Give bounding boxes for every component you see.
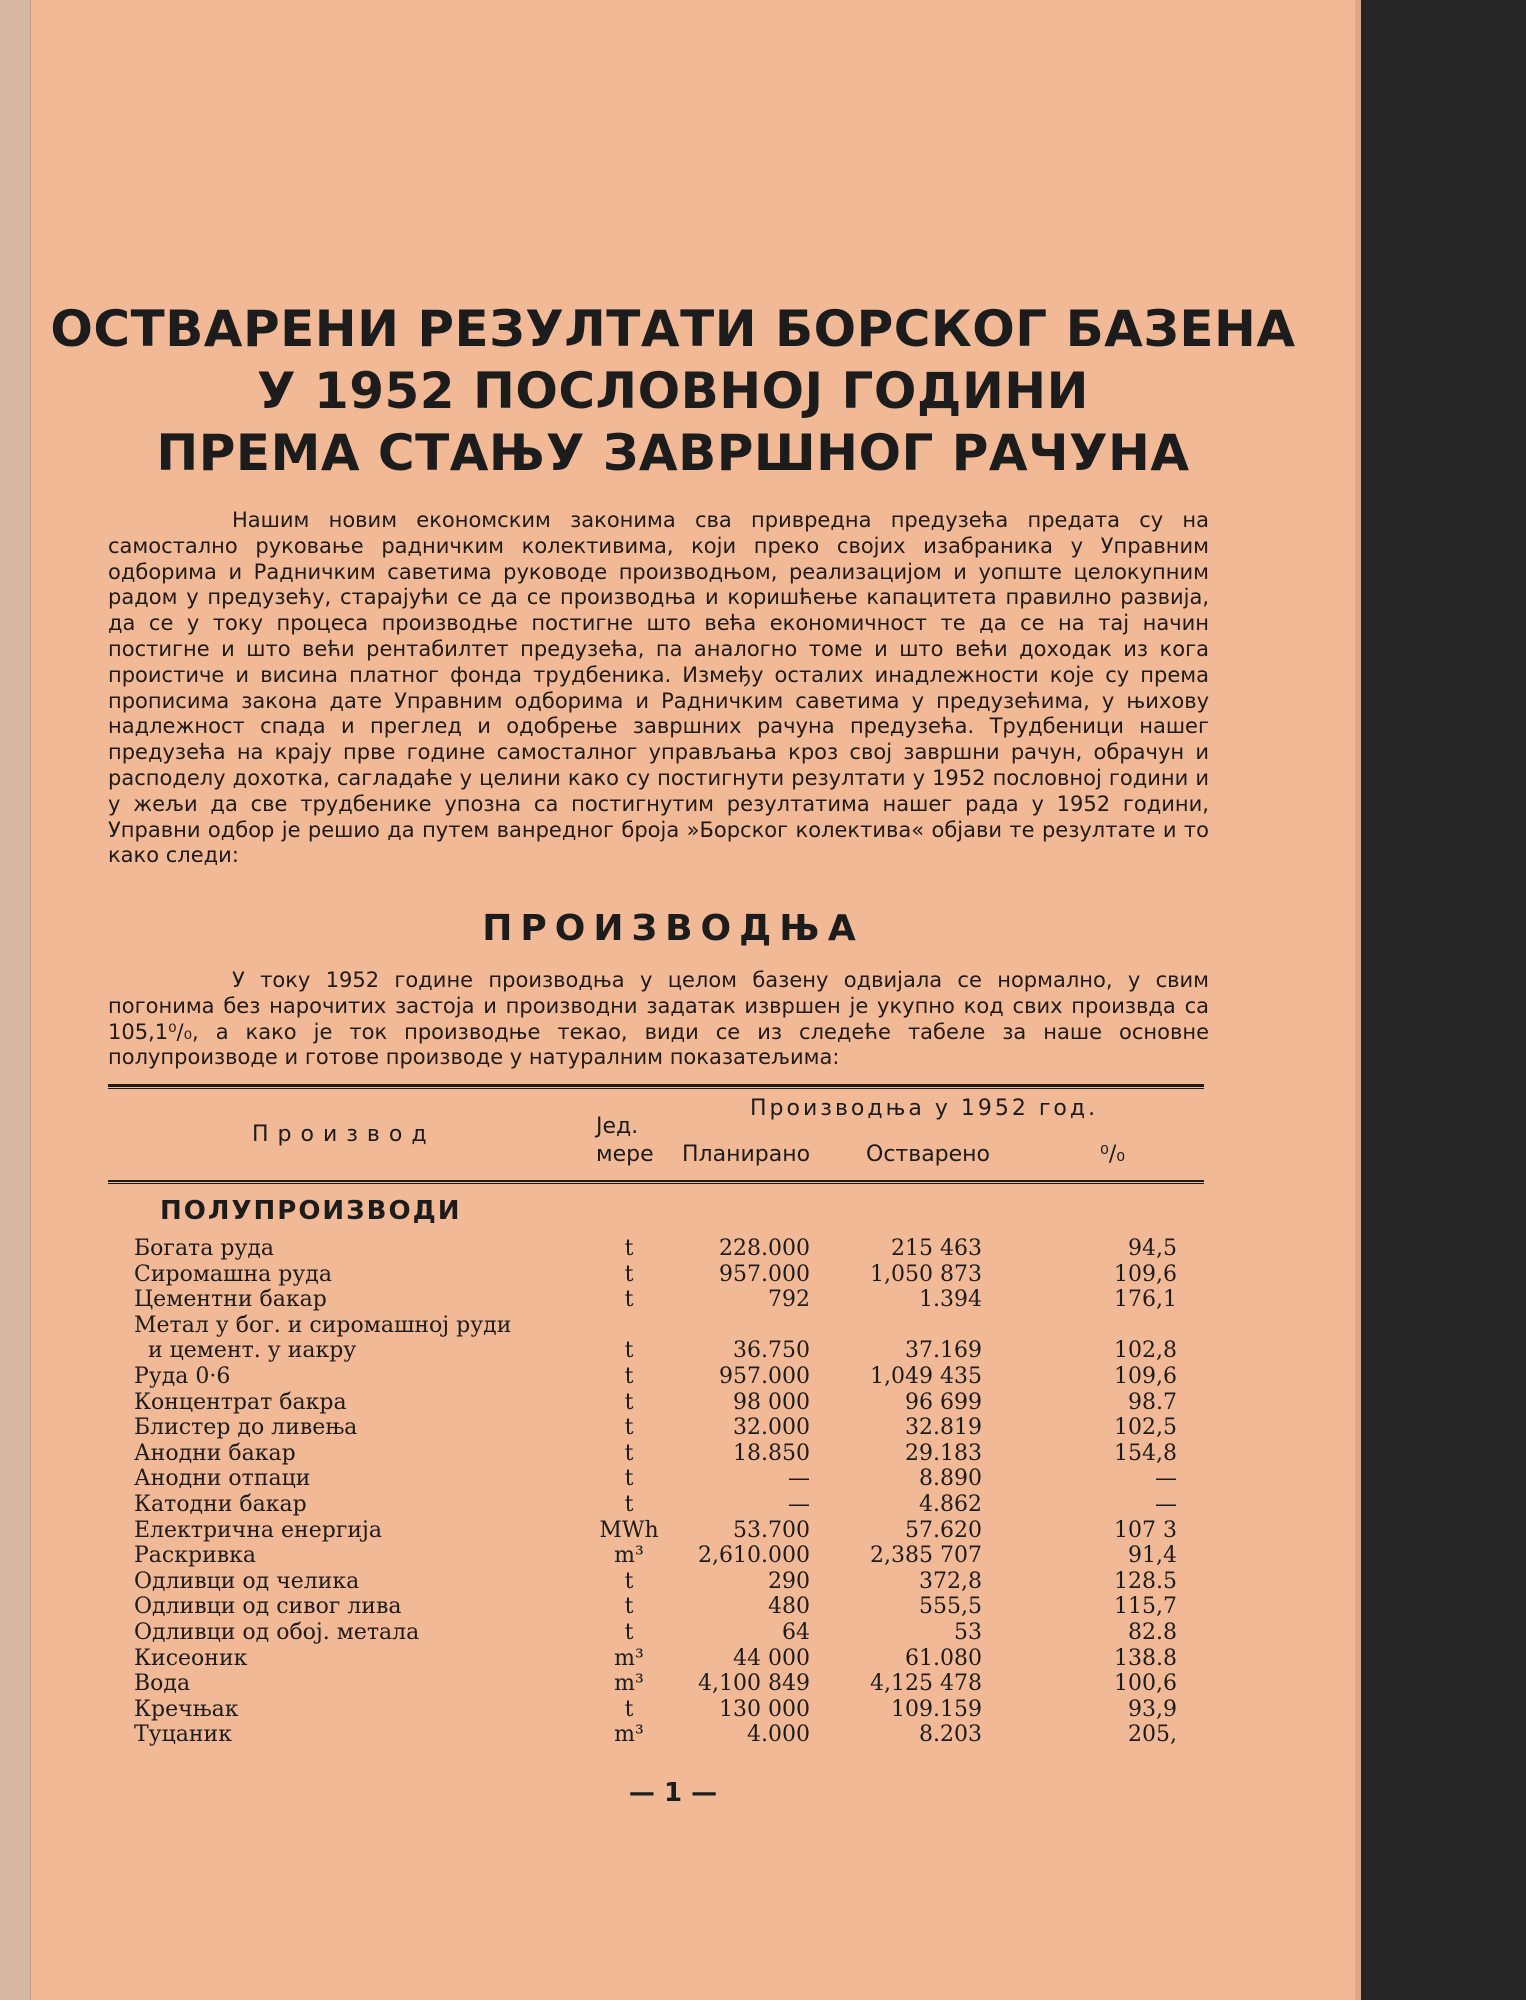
row-realized: 32.819 bbox=[905, 1415, 982, 1441]
header-realized: Остварено bbox=[866, 1142, 991, 1167]
row-percent: 94,5 bbox=[1128, 1236, 1177, 1261]
row-name: Раскривка bbox=[134, 1543, 256, 1569]
row-percent: 205, bbox=[1128, 1722, 1177, 1748]
row-unit: MWh bbox=[599, 1517, 659, 1543]
row-unit: t bbox=[624, 1364, 634, 1389]
table-row bbox=[0, 1543, 1360, 1569]
row-percent: 93,9 bbox=[1128, 1696, 1177, 1722]
row-planned: — bbox=[788, 1466, 810, 1492]
row-name: Метал у бог. и сиромашној руди bbox=[134, 1312, 512, 1338]
row-percent: 107 3 bbox=[1114, 1517, 1177, 1543]
row-name: Блистер до ливења bbox=[134, 1415, 358, 1441]
row-planned: 36.750 bbox=[733, 1338, 810, 1364]
table-row bbox=[0, 1620, 1360, 1646]
row-name: Одливци од обој. метала bbox=[134, 1620, 420, 1645]
table-row bbox=[0, 1441, 1360, 1467]
row-realized: 2,385 707 bbox=[870, 1543, 982, 1569]
row-unit: t bbox=[624, 1415, 634, 1441]
row-unit: t bbox=[624, 1620, 634, 1645]
production-paragraph: У току 1952 године производња у целом базену одвијала се нормално, у свим погонима без нарочитих застоја и производни задатак извршен је укупно код свих произвда са 105,1⁰/₀, а како је ток производње текао, види се из следеће табеле за наше основне полупроизводе и готове производе у натуралним показатељима: bbox=[108, 968, 1209, 1070]
row-planned: — bbox=[788, 1492, 810, 1517]
row-percent: 91,4 bbox=[1128, 1543, 1177, 1569]
title-line-2: У 1952 ПОСЛОВНОЈ ГОДИНИ bbox=[256, 362, 1089, 420]
row-name: и цемент. у иакру bbox=[134, 1338, 357, 1364]
row-name: Кисеоник bbox=[134, 1645, 248, 1671]
row-planned: 480 bbox=[768, 1594, 810, 1620]
row-planned: 228.000 bbox=[719, 1236, 810, 1261]
row-unit: m³ bbox=[614, 1645, 644, 1671]
table-top-rule-thin bbox=[108, 1088, 1204, 1089]
row-unit: t bbox=[624, 1287, 634, 1313]
row-name: Одливци од челика bbox=[134, 1568, 360, 1594]
row-percent: 102,5 bbox=[1114, 1415, 1177, 1441]
row-realized: 4,125 478 bbox=[870, 1671, 982, 1697]
row-percent: 128.5 bbox=[1114, 1568, 1177, 1594]
group-heading-semi-products: ПОЛУПРОИЗВОДИ bbox=[160, 1196, 462, 1226]
row-realized: 57.620 bbox=[905, 1517, 982, 1543]
row-unit: m³ bbox=[614, 1543, 644, 1569]
header-planned: Планирано bbox=[682, 1142, 811, 1167]
header-percent: ⁰/₀ bbox=[1100, 1142, 1126, 1167]
row-planned: 44 000 bbox=[733, 1645, 810, 1671]
title-line-1: ОСТВАРЕНИ РЕЗУЛТАТИ БОРСКОГ БАЗЕНА bbox=[50, 300, 1296, 358]
row-percent: — bbox=[1155, 1492, 1177, 1517]
table-row bbox=[0, 1569, 1360, 1595]
row-realized: 53 bbox=[954, 1620, 982, 1645]
row-realized: 1.394 bbox=[919, 1287, 982, 1313]
row-realized: 215 463 bbox=[891, 1236, 982, 1261]
row-unit: t bbox=[624, 1236, 634, 1261]
row-unit: t bbox=[624, 1261, 634, 1287]
intro-paragraph: Нашим новим економским законима сва привредна предузећа предата су на самостално руковање радничким колективима, који преко својих изабраника у Управним одборима и Радничким саветима руководе производњом, реализацијом и уопште целокупним радом у предузећу, старајући се да се производња и коришћење капацитета правилно развија, да се у току процеса производње постигне што већа економичност те да се на тај начин постигне и што већи рентабилтет предузећа, па аналогно томе и што већи доходак из кога проистиче и висина платног фонда трудбеника. Између осталих инадлежности које су према прописима закона дате Управним одборима и Радничким саветима у предузећима, у њихову надлежност спада и преглед и одобрење завршних рачуна предузећа. Трудбеници нашег предузећа на крају прве године самосталног управљања кроз свој завршни рачун, обрачун и расподелу дохотка, сагладаће у целини како су постигнути резултати у 1952 пословној години и у жељи да све трудбенике упозна са постигнутим резултатима нашег рада у 1952 години, Управни одбор је решио да путем ванредног броја »Борског колектива« објави те резултате и то како следи: bbox=[108, 508, 1209, 868]
row-realized: 372,8 bbox=[919, 1568, 982, 1594]
row-unit: t bbox=[624, 1594, 634, 1620]
row-name: Богата руда bbox=[134, 1236, 275, 1261]
table-row bbox=[0, 1390, 1360, 1416]
row-percent: 109,6 bbox=[1114, 1364, 1177, 1389]
row-planned: 18.850 bbox=[733, 1440, 810, 1466]
row-name: Сиромашна руда bbox=[134, 1261, 332, 1287]
row-percent: — bbox=[1155, 1466, 1177, 1492]
table-row bbox=[0, 1236, 1360, 1262]
row-planned: 2,610.000 bbox=[698, 1543, 810, 1569]
row-unit: t bbox=[624, 1338, 634, 1364]
title-line-3: ПРЕМА СТАЊУ ЗАВРШНОГ РАЧУНА bbox=[156, 424, 1190, 482]
table-row bbox=[0, 1338, 1360, 1364]
row-percent: 109,6 bbox=[1114, 1261, 1177, 1287]
row-name: Руда 0·6 bbox=[134, 1364, 231, 1389]
row-name: Одливци од сивог лива bbox=[134, 1594, 402, 1620]
row-percent: 115,7 bbox=[1114, 1594, 1177, 1620]
row-percent: 138.8 bbox=[1114, 1645, 1177, 1671]
row-unit: m³ bbox=[614, 1671, 644, 1697]
row-realized: 8.203 bbox=[919, 1722, 982, 1748]
row-unit: t bbox=[624, 1466, 634, 1492]
row-name: Туцаник bbox=[134, 1722, 232, 1748]
row-planned: 98 000 bbox=[733, 1389, 810, 1415]
row-unit: t bbox=[624, 1568, 634, 1594]
header-unit-line1: Јед. bbox=[596, 1114, 639, 1139]
section-title: ПРОИЗВОДЊА bbox=[482, 908, 864, 949]
table-top-rule bbox=[108, 1084, 1204, 1087]
row-realized: 1,049 435 bbox=[870, 1364, 982, 1389]
row-realized: 8.890 bbox=[919, 1466, 982, 1492]
row-planned: 4.000 bbox=[747, 1722, 810, 1748]
table-row bbox=[0, 1671, 1360, 1697]
row-realized: 109.159 bbox=[891, 1696, 982, 1722]
table-row bbox=[0, 1313, 1360, 1339]
table-row bbox=[0, 1722, 1360, 1748]
table-row bbox=[0, 1646, 1360, 1672]
row-name: Катодни бакар bbox=[134, 1492, 307, 1517]
row-percent: 82.8 bbox=[1128, 1620, 1177, 1645]
table-row bbox=[0, 1287, 1360, 1313]
header-unit-line2: мере bbox=[596, 1142, 654, 1167]
table-row bbox=[0, 1594, 1360, 1620]
row-unit: t bbox=[624, 1696, 634, 1722]
row-percent: 100,6 bbox=[1114, 1671, 1177, 1697]
row-realized: 1,050 873 bbox=[870, 1261, 982, 1287]
row-percent: 154,8 bbox=[1114, 1440, 1177, 1466]
row-unit: t bbox=[624, 1440, 634, 1466]
row-percent: 98.7 bbox=[1128, 1389, 1177, 1415]
table-row bbox=[0, 1697, 1360, 1723]
row-realized: 4.862 bbox=[919, 1492, 982, 1517]
row-realized: 29.183 bbox=[905, 1440, 982, 1466]
table-header-rule-thin bbox=[108, 1183, 1204, 1184]
row-unit: t bbox=[624, 1492, 634, 1517]
row-planned: 957.000 bbox=[719, 1364, 810, 1389]
table-row bbox=[0, 1518, 1360, 1544]
row-planned: 4,100 849 bbox=[698, 1671, 810, 1697]
row-planned: 957.000 bbox=[719, 1261, 810, 1287]
row-realized: 555,5 bbox=[919, 1594, 982, 1620]
table-row bbox=[0, 1262, 1360, 1288]
table-row bbox=[0, 1492, 1360, 1518]
header-production-group: Производња у 1952 год. bbox=[750, 1096, 1099, 1121]
row-realized: 61.080 bbox=[905, 1645, 982, 1671]
table-row bbox=[0, 1466, 1360, 1492]
table-header-rule bbox=[108, 1180, 1204, 1182]
table-row bbox=[0, 1415, 1360, 1441]
table-row bbox=[0, 1364, 1360, 1390]
row-percent: 176,1 bbox=[1114, 1287, 1177, 1313]
row-unit: m³ bbox=[614, 1722, 644, 1748]
row-name: Кречњак bbox=[134, 1696, 239, 1722]
row-unit: t bbox=[624, 1389, 634, 1415]
row-name: Анодни бакар bbox=[134, 1440, 296, 1466]
row-name: Анодни отпаци bbox=[134, 1466, 311, 1492]
row-planned: 792 bbox=[768, 1287, 810, 1313]
row-planned: 290 bbox=[768, 1568, 810, 1594]
row-planned: 130 000 bbox=[719, 1696, 810, 1722]
page-number: — 1 — bbox=[628, 1778, 718, 1808]
row-name: Концентрат бакра bbox=[134, 1389, 347, 1415]
row-realized: 37.169 bbox=[905, 1338, 982, 1364]
row-name: Електрична енергија bbox=[134, 1517, 382, 1543]
row-realized: 96 699 bbox=[905, 1389, 982, 1415]
header-product: П р о и з в о д bbox=[252, 1122, 428, 1147]
row-percent: 102,8 bbox=[1114, 1338, 1177, 1364]
row-planned: 32.000 bbox=[733, 1415, 810, 1441]
row-name: Вода bbox=[134, 1671, 191, 1697]
row-name: Цементни бакар bbox=[134, 1287, 327, 1313]
row-planned: 53.700 bbox=[733, 1517, 810, 1543]
row-planned: 64 bbox=[782, 1620, 810, 1645]
